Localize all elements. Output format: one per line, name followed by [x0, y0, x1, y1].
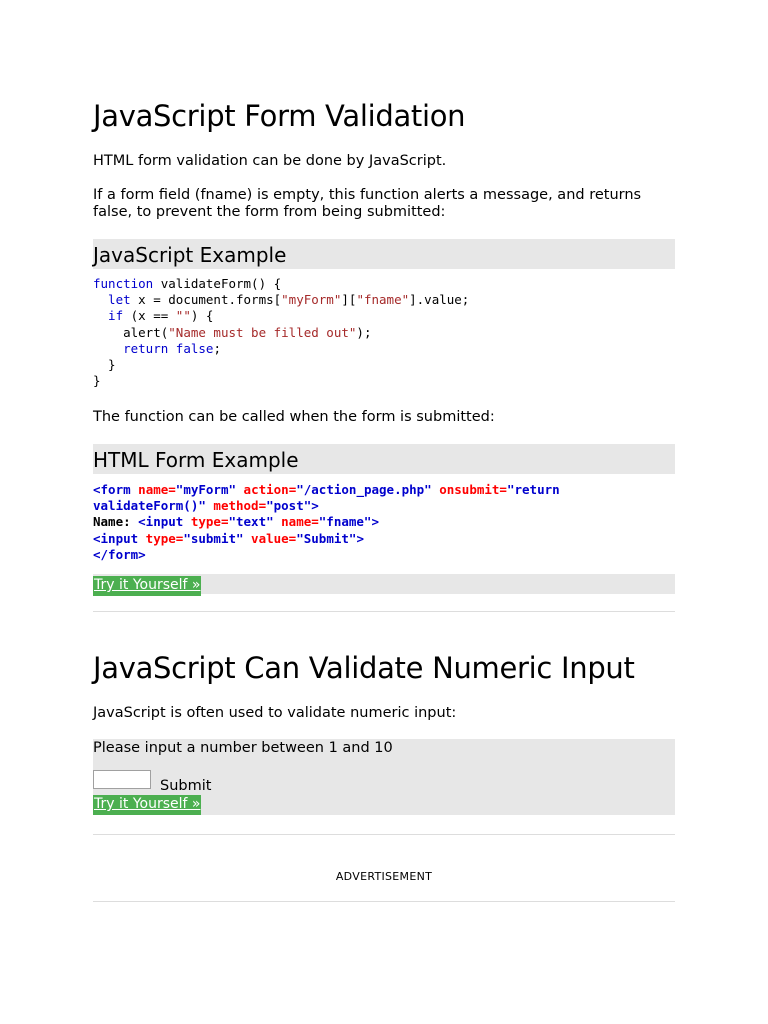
code-token: Name:	[93, 514, 139, 530]
section-divider	[93, 834, 675, 835]
code-token: value=	[243, 530, 297, 546]
code-token: x = document.forms[	[130, 292, 282, 308]
js-code-block	[93, 276, 675, 389]
code-token: "fname"	[318, 514, 372, 530]
code-token: ].value;	[409, 292, 470, 308]
code-token: </form>	[93, 546, 146, 562]
code-token: type=	[138, 530, 184, 546]
try-it-yourself-button[interactable]: Try it Yourself »	[93, 795, 201, 815]
code-token: name=	[130, 482, 176, 497]
intro-paragraph: HTML form validation can be done by JavaScript.	[93, 153, 447, 169]
code-token: if	[93, 308, 124, 324]
numeric-prompt: Please input a number between 1 and 10	[93, 740, 393, 756]
code-token: <form	[93, 482, 131, 497]
code-token: function	[93, 276, 154, 291]
code-token: }	[93, 373, 101, 389]
code-token: method=	[205, 498, 267, 514]
description-paragraph: If a form field (fname) is empty, this function alerts a message, and returns false, to prevent the form from being submitted:	[93, 187, 642, 220]
submit-button[interactable]: Submit	[160, 778, 212, 794]
code-token: ;	[213, 340, 221, 356]
code-token: onsubmit=	[431, 482, 507, 497]
code-token: name=	[273, 514, 319, 530]
code-token: validateForm()"	[93, 498, 206, 514]
code-token: <input	[138, 514, 184, 530]
code-token: alert(	[93, 324, 169, 340]
numeric-demo-box	[93, 739, 675, 815]
try-it-bar	[93, 574, 675, 594]
code-token: >	[356, 530, 364, 546]
code-token: "Name must be filled out"	[168, 324, 357, 340]
code-token: "text"	[228, 514, 274, 530]
code-token: );	[356, 324, 372, 340]
html-example-heading: HTML Form Example	[93, 448, 299, 472]
page-title: JavaScript Form Validation	[93, 99, 466, 133]
code-token	[168, 341, 176, 356]
code-token: "/action_page.php"	[296, 482, 432, 497]
code-token: ][	[341, 292, 357, 308]
code-token: validateForm() {	[153, 276, 282, 291]
numeric-intro-paragraph: JavaScript is often used to validate numeric input:	[93, 705, 457, 721]
advertisement-label: ADVERTISEMENT	[335, 870, 433, 883]
code-token: "fname"	[356, 292, 410, 308]
number-input[interactable]	[93, 770, 151, 789]
code-token: >	[371, 514, 379, 530]
code-token: (x ==	[123, 308, 176, 324]
code-token: ""	[175, 308, 191, 324]
code-token: "myForm"	[175, 482, 237, 497]
code-token: >	[311, 498, 319, 514]
html-example-heading-bar	[93, 444, 675, 474]
code-token: ) {	[190, 308, 214, 324]
code-token: return	[93, 340, 169, 356]
code-token: let	[93, 292, 131, 308]
code-token: false	[175, 340, 214, 356]
html-code-block	[93, 482, 675, 563]
try-it-yourself-button[interactable]: Try it Yourself »	[93, 576, 201, 596]
code-token: "myForm"	[281, 292, 342, 308]
js-example-heading-bar	[93, 239, 675, 269]
code-token: "submit"	[183, 530, 244, 546]
code-token: <input	[93, 530, 139, 546]
code-token: }	[93, 357, 116, 373]
code-token: type=	[183, 514, 229, 530]
code-token: "post"	[266, 498, 312, 514]
code-token: "return	[506, 482, 560, 497]
section-divider	[93, 901, 675, 902]
after-js-paragraph: The function can be called when the form is submitted:	[93, 409, 495, 425]
code-token: action=	[236, 482, 297, 497]
js-example-heading: JavaScript Example	[93, 243, 287, 267]
section-title: JavaScript Can Validate Numeric Input	[93, 651, 635, 685]
section-divider	[93, 611, 675, 612]
code-token: "Submit"	[296, 530, 357, 546]
